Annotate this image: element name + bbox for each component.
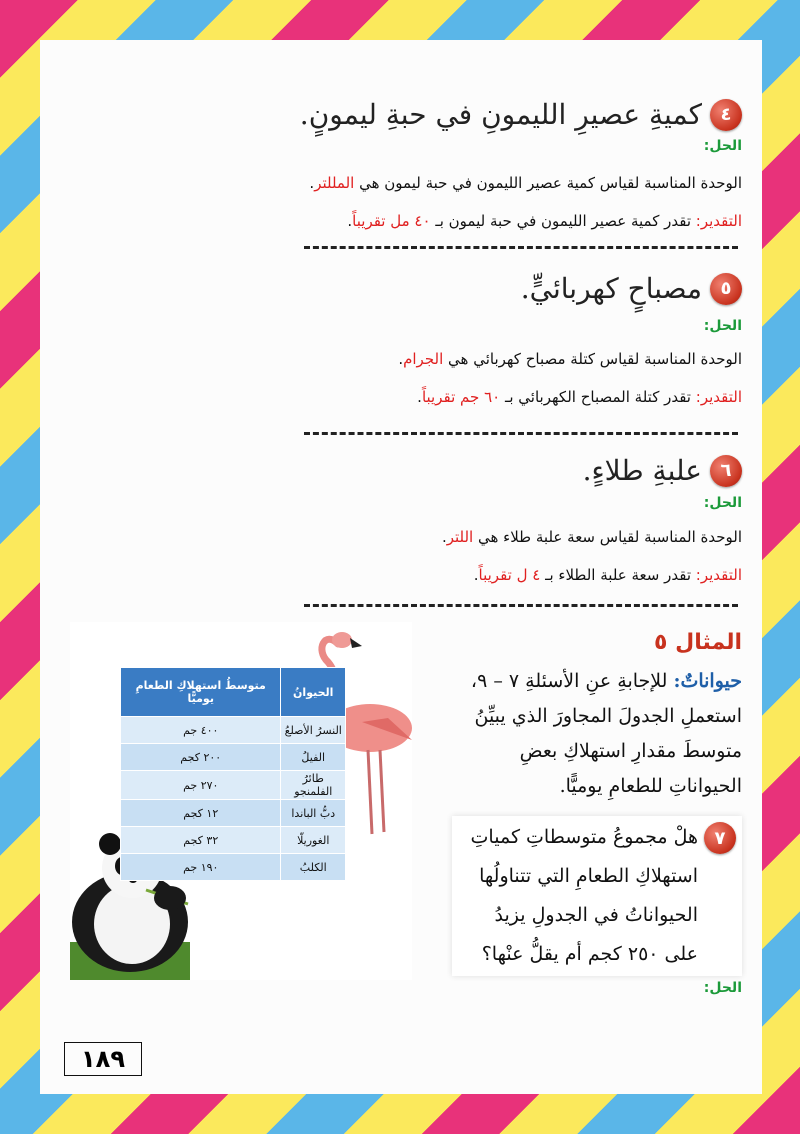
animals-figure <box>70 622 412 980</box>
page-number: ١٨٩ <box>64 1042 142 1076</box>
question-text: مصباحٍ كهربائيٍّ. <box>520 272 702 305</box>
unit-answer: الوحدة المناسبة لقياس كتلة مصباح كهربائي هي الجرام. <box>398 350 742 368</box>
solution-label: الحل: <box>703 495 742 511</box>
question-text: كميةِ عصيرِ الليمونِ في حبةِ ليمونٍ. <box>299 98 702 131</box>
unit-answer: الوحدة المناسبة لقياس كمية عصير الليمون في حبة ليمون هي المللتر. <box>309 174 742 192</box>
example-intro: حيواناتٌ: للإجابةِ عنِ الأسئلةِ ٧ – ٩، استعملِ الجدولَ المجاورَ الذي يبيِّنُ متوسطَ مقدارِ استهلاكِ بعضِ الحيواناتِ للطعامِ يوميًّا. <box>470 670 742 797</box>
separator <box>304 246 738 249</box>
question-number-badge: ٤ <box>710 99 742 131</box>
table-cell: ١٢ كجم <box>121 800 281 827</box>
page <box>40 40 762 1094</box>
table-cell: ٢٠٠ كجم <box>121 744 281 771</box>
table-cell: ٣٢ كجم <box>121 827 281 854</box>
solution-label: الحل: <box>703 980 742 996</box>
question-7 <box>452 816 742 976</box>
table-cell: الفيلُ <box>281 744 346 771</box>
example-title: المثال ٥ <box>654 630 742 655</box>
table-row <box>121 854 346 881</box>
separator <box>304 604 738 607</box>
separator <box>304 432 738 435</box>
question-5 <box>521 272 742 305</box>
question-6 <box>583 454 742 487</box>
solution-label: الحل: <box>703 318 742 334</box>
table-header-row <box>121 668 346 717</box>
food-consumption-table <box>120 667 346 881</box>
question-text: علبةِ طلاءٍ. <box>582 454 702 487</box>
table-row <box>121 800 346 827</box>
question-number-badge: ٥ <box>710 273 742 305</box>
question-number-badge: ٧ <box>704 822 736 854</box>
estimate-answer: التقدير: تقدر سعة علبة الطلاء بـ ٤ ل تقريباً. <box>473 566 742 584</box>
table-row <box>121 771 346 800</box>
table-cell: الغوريلّا <box>281 827 346 854</box>
question-number-badge: ٦ <box>710 455 742 487</box>
question-text: هلْ مجموعُ متوسطاتِ كمياتِ استهلاكِ الطعامِ التي تتناولُها الحيواناتُ في الجدولِ يزيدُ على ٢٥٠ كجم أم يقلُّ عنْها؟ <box>470 826 698 965</box>
column-header-consumption: متوسطُ استهلاكِ الطعامِ يوميًّا <box>121 668 281 717</box>
table-cell: ٤٠٠ جم <box>121 717 281 744</box>
table-cell: طائرُ الفلمنجو <box>281 771 346 800</box>
table-row <box>121 827 346 854</box>
table-cell: دبُّ الباندا <box>281 800 346 827</box>
estimate-answer: التقدير: تقدر كتلة المصباح الكهربائي بـ ٦٠ جم تقريباً. <box>417 388 742 406</box>
table-cell: ١٩٠ جم <box>121 854 281 881</box>
table-row <box>121 744 346 771</box>
table-cell: النسرُ الأصلعُ <box>281 717 346 744</box>
unit-answer: الوحدة المناسبة لقياس سعة علبة طلاء هي اللتر. <box>441 528 742 546</box>
solution-label: الحل: <box>703 138 742 154</box>
column-header-animal: الحيوانُ <box>281 668 346 717</box>
table-cell: ٢٧٠ جم <box>121 771 281 800</box>
table-cell: الكلبُ <box>281 854 346 881</box>
table-row <box>121 717 346 744</box>
question-4 <box>300 98 742 131</box>
estimate-answer: التقدير: تقدر كمية عصير الليمون في حبة ليمون بـ ٤٠ مل تقريباً. <box>347 212 742 230</box>
